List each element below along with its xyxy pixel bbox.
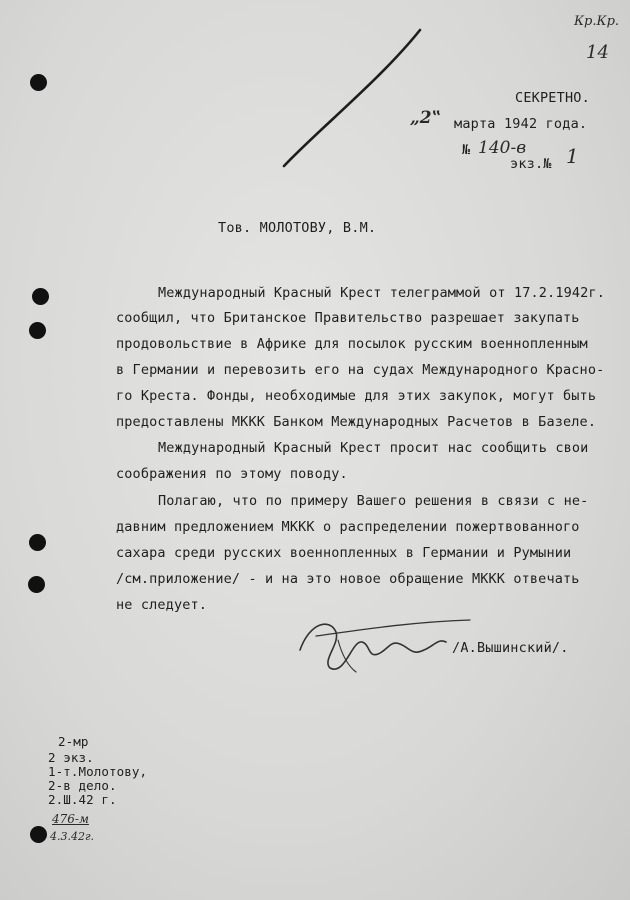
addressee: Тов. МОЛОТОВУ, В.М. (218, 220, 377, 236)
body-line: продовольствие в Африке для посылок русским военнопленным (116, 336, 588, 352)
archive-mark-top: Кр.Кр. (574, 14, 620, 29)
body-line: го Креста. Фонды, необходимые для этих закупок, могут быть (116, 388, 597, 404)
archive-page-number: 14 (586, 42, 609, 63)
body-line: в Германии и перевозить его на судах Международного Красно- (116, 362, 605, 378)
date-day: „2‟ (410, 108, 442, 128)
body-line: давним предложением МККК о распределении пожертвованного (116, 519, 580, 535)
footer-line: 2-мр (58, 734, 89, 749)
body-line: предоставлены МККК Банком Международных Расчетов в Базеле. (116, 414, 597, 430)
document-number: 140-в (478, 138, 527, 158)
copy-label: экз.№ (510, 156, 552, 172)
date-text: марта 1942 года. (454, 116, 588, 132)
footer-handwritten-date: 4.3.42г. (50, 830, 95, 843)
footer-line: 2-в дело. (48, 778, 117, 793)
body-line: соображения по этому поводу. (116, 466, 348, 482)
body-line: Полагаю, что по примеру Вашего решения в связи с не- (158, 493, 589, 509)
footer-handwritten-number: 476-м (52, 812, 89, 826)
footer-line: 1-т.Молотову, (48, 764, 148, 779)
secrecy-stamp: СЕКРЕТНО. (515, 90, 590, 106)
body-line: Международный Красный Крест просит нас сообщить свои (158, 440, 589, 456)
body-line: не следует. (116, 597, 208, 613)
copy-number: 1 (566, 144, 579, 168)
body-line: сахара среди русских военнопленных в Германии и Румынии (116, 545, 572, 561)
signatory-name: /А.Вышинский/. (452, 640, 569, 656)
body-line: /см.приложение/ - и на это новое обращение МККК отвечать (116, 571, 580, 587)
body-line: сообщил, что Британское Правительство разрешает закупать (116, 310, 580, 326)
footer-line: 2 экз. (48, 750, 94, 765)
footer-line: 2.Ш.42 г. (48, 792, 117, 807)
body-line: Международный Красный Крест телеграммой от 17.2.1942г. (158, 285, 605, 301)
number-label: № (462, 142, 471, 158)
